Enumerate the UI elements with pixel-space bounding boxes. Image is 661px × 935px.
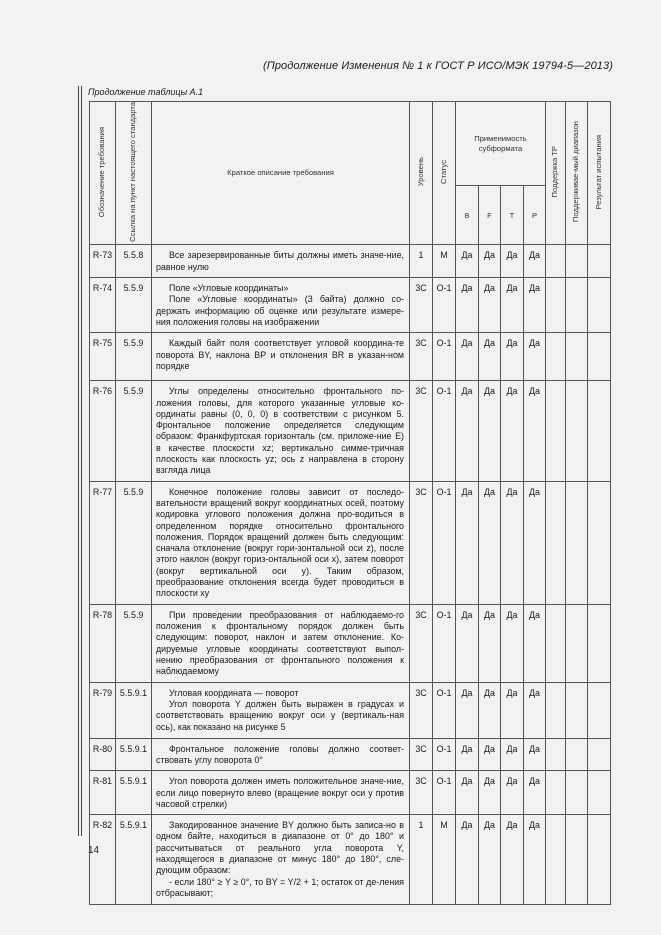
subformat-f: Да xyxy=(479,333,501,381)
subformat-t: Да xyxy=(501,481,524,604)
requirements-table xyxy=(89,101,611,905)
status-value: О-1 xyxy=(433,771,456,815)
subformat-t: Да xyxy=(501,381,524,481)
range-cell xyxy=(566,771,588,815)
subformat-f: Да xyxy=(479,278,501,333)
header-p: P xyxy=(524,186,546,245)
support-cell xyxy=(546,604,566,682)
table-continuation-title: Продолжение таблицы А.1 xyxy=(88,87,204,97)
clause-reference: 5.5.9 xyxy=(116,278,152,333)
subformat-p: Да xyxy=(524,481,546,604)
result-cell xyxy=(588,815,611,905)
level-value: 3С xyxy=(410,604,433,682)
description-paragraph: Поле «Угловые координаты» (3 байта) должно со-держать информацию об оценке или результате измере-ния положения головы на изображении xyxy=(156,294,404,327)
status-value: М xyxy=(433,245,456,278)
level-value: 1 xyxy=(410,815,433,905)
page-number: 14 xyxy=(88,845,100,856)
description-paragraph: Поле «Угловые координаты» xyxy=(169,283,289,294)
clause-reference: 5.5.9 xyxy=(116,381,152,481)
status-value: О-1 xyxy=(433,278,456,333)
header-range: Поддерживае-мый диапазон xyxy=(566,102,588,245)
range-cell xyxy=(566,481,588,604)
clause-reference: 5.5.9.1 xyxy=(116,738,152,771)
range-cell xyxy=(566,738,588,771)
clause-reference: 5.5.9.1 xyxy=(116,815,152,905)
level-value: 3С xyxy=(410,381,433,481)
requirement-description xyxy=(152,682,410,738)
subformat-t: Да xyxy=(501,333,524,381)
requirement-id: R-79 xyxy=(90,682,116,738)
requirement-id: R-74 xyxy=(90,278,116,333)
header-result: Результат испытания xyxy=(588,102,611,245)
level-value: 3С xyxy=(410,771,433,815)
subformat-f: Да xyxy=(479,771,501,815)
support-cell xyxy=(546,815,566,905)
range-cell xyxy=(566,604,588,682)
subformat-b: Да xyxy=(456,815,479,905)
requirement-id: R-76 xyxy=(90,381,116,481)
result-cell xyxy=(588,278,611,333)
subformat-b: Да xyxy=(456,278,479,333)
change-margin-bar xyxy=(78,86,82,836)
requirement-description xyxy=(152,815,410,905)
requirement-description xyxy=(152,771,410,815)
requirement-id: R-73 xyxy=(90,245,116,278)
status-value: О-1 xyxy=(433,333,456,381)
status-value: О-1 xyxy=(433,481,456,604)
support-cell xyxy=(546,481,566,604)
subformat-f: Да xyxy=(479,381,501,481)
table-row xyxy=(90,481,611,604)
requirement-id: R-82 xyxy=(90,815,116,905)
table-row xyxy=(90,738,611,771)
subformat-p: Да xyxy=(524,771,546,815)
subformat-b: Да xyxy=(456,245,479,278)
header-f: F xyxy=(479,186,501,245)
support-cell xyxy=(546,381,566,481)
header-applicability: Применимость субформата xyxy=(456,102,546,186)
description-paragraph: Угол поворота Y должен быть выражен в градусах и соответствовать вращению вокруг оси y (вертикаль-ная ось), как показано на рисунке 5 xyxy=(156,698,404,732)
subformat-f: Да xyxy=(479,481,501,604)
result-cell xyxy=(588,333,611,381)
requirement-description xyxy=(152,481,410,604)
subformat-p: Да xyxy=(524,738,546,771)
subformat-b: Да xyxy=(456,771,479,815)
description-paragraph: Каждый байт поля соответствует угловой координа-те поворота BY, наклона BP и отклонения BR в указан-ном порядке xyxy=(156,338,404,371)
requirement-description xyxy=(152,604,410,682)
subformat-t: Да xyxy=(501,682,524,738)
requirement-description xyxy=(152,333,410,381)
level-value: 1 xyxy=(410,245,433,278)
table-row xyxy=(90,333,611,381)
header-support: Поддержка ТР xyxy=(546,102,566,245)
table-row xyxy=(90,278,611,333)
document-header: (Продолжение Изменения № 1 к ГОСТ Р ИСО/МЭК 19794-5—2013) xyxy=(262,60,613,72)
description-paragraph: Конечное положение головы зависит от последо-вательности вращений вокруг координатных осей, поэтому кодировка углового положения должна про-водиться в определенном порядке относительно фронтального положения. Порядок вращений должен быть следующим: сначала отклонение (вокруг гори-зонтальной оси z), после этого наклон (вокруг гориз-онтальной оси x), затем поворот (вокруг вертикальной оси y). Таким образом, преобразование отклонения всегда будет проводиться в плоскости xy xyxy=(156,486,404,599)
description-paragraph: Угловая координата — поворот xyxy=(169,687,299,698)
subformat-t: Да xyxy=(501,738,524,771)
table-row xyxy=(90,771,611,815)
status-value: О-1 xyxy=(433,381,456,481)
clause-reference: 5.5.9 xyxy=(116,481,152,604)
subformat-b: Да xyxy=(456,604,479,682)
subformat-p: Да xyxy=(524,245,546,278)
header-t: T xyxy=(501,186,524,245)
header-ref: Ссылка на пункт настоящего стандарта xyxy=(116,102,152,245)
subformat-b: Да xyxy=(456,682,479,738)
level-value: 3С xyxy=(410,278,433,333)
subformat-t: Да xyxy=(501,771,524,815)
table-row xyxy=(90,682,611,738)
support-cell xyxy=(546,333,566,381)
subformat-p: Да xyxy=(524,278,546,333)
subformat-t: Да xyxy=(501,245,524,278)
description-paragraph: Закодированное значение BY должно быть записа-но в одном байте, находиться в диапазоне от 0° до 180° и рассчитываться от реального угла поворота Y, находящегося в диапазоне от минус 180° до 180°, сле-дующим образом: xyxy=(156,820,404,876)
header-description: Краткое описание требования xyxy=(152,102,410,245)
subformat-t: Да xyxy=(501,278,524,333)
result-cell xyxy=(588,481,611,604)
requirement-id: R-81 xyxy=(90,771,116,815)
range-cell xyxy=(566,682,588,738)
result-cell xyxy=(588,604,611,682)
support-cell xyxy=(546,682,566,738)
table-row xyxy=(90,815,611,905)
subformat-t: Да xyxy=(501,604,524,682)
description-paragraph: - если 180° ≥ Y ≥ 0°, то BY = Y/2 + 1; остаток от де-ления отбрасывают; xyxy=(156,876,404,898)
header-status: Статус xyxy=(433,102,456,245)
description-paragraph: Все зарезервированные биты должны иметь значе-ние, равное нулю xyxy=(156,250,404,272)
subformat-b: Да xyxy=(456,481,479,604)
requirement-id: R-77 xyxy=(90,481,116,604)
subformat-p: Да xyxy=(524,333,546,381)
table-row xyxy=(90,604,611,682)
range-cell xyxy=(566,245,588,278)
range-cell xyxy=(566,815,588,905)
level-value: 3С xyxy=(410,738,433,771)
subformat-b: Да xyxy=(456,738,479,771)
table-row xyxy=(90,381,611,481)
requirement-description xyxy=(152,381,410,481)
support-cell xyxy=(546,278,566,333)
description-paragraph: Фронтальное положение головы должно соответ-ствовать углу поворота 0° xyxy=(156,743,404,765)
requirement-description xyxy=(152,738,410,771)
description-paragraph: Углы определены относительно фронтального по-ложения головы, для которого указанные угловые ко-ординаты равны (0, 0, 0) в соответствии с рисунком 5. Фронтальное положение определяется следующим образом: Франкфуртская горизонталь (см. приложе-ние E) в качестве плоскости xz; вертикально симме-тричная плоскость как плоскость yz; ось z направлена в сторону взгляда лица xyxy=(156,386,404,476)
table-row xyxy=(90,245,611,278)
header-level: Уровень xyxy=(410,102,433,245)
support-cell xyxy=(546,738,566,771)
support-cell xyxy=(546,245,566,278)
subformat-f: Да xyxy=(479,815,501,905)
subformat-p: Да xyxy=(524,682,546,738)
subformat-f: Да xyxy=(479,245,501,278)
result-cell xyxy=(588,381,611,481)
result-cell xyxy=(588,682,611,738)
range-cell xyxy=(566,278,588,333)
header-b: B xyxy=(456,186,479,245)
description-paragraph: При проведении преобразования от наблюдаемо-го положения к фронтальному порядок должен быть следующим: поворот, наклон и затем отклонение. Ко-дируемые угловые координаты соответствуют выпол-нению преобразования от фронтального положения к наблюдаемому xyxy=(156,609,404,677)
subformat-p: Да xyxy=(524,604,546,682)
clause-reference: 5.5.8 xyxy=(116,245,152,278)
status-value: О-1 xyxy=(433,682,456,738)
subformat-p: Да xyxy=(524,381,546,481)
level-value: 3С xyxy=(410,481,433,604)
subformat-t: Да xyxy=(501,815,524,905)
clause-reference: 5.5.9 xyxy=(116,333,152,381)
requirement-id: R-78 xyxy=(90,604,116,682)
subformat-f: Да xyxy=(479,604,501,682)
status-value: О-1 xyxy=(433,604,456,682)
requirement-id: R-80 xyxy=(90,738,116,771)
status-value: М xyxy=(433,815,456,905)
level-value: 3С xyxy=(410,682,433,738)
support-cell xyxy=(546,771,566,815)
level-value: 3С xyxy=(410,333,433,381)
subformat-f: Да xyxy=(479,738,501,771)
subformat-b: Да xyxy=(456,333,479,381)
result-cell xyxy=(588,771,611,815)
status-value: О-1 xyxy=(433,738,456,771)
clause-reference: 5.5.9 xyxy=(116,604,152,682)
requirement-description xyxy=(152,278,410,333)
subformat-b: Да xyxy=(456,381,479,481)
result-cell xyxy=(588,245,611,278)
requirement-description xyxy=(152,245,410,278)
clause-reference: 5.5.9.1 xyxy=(116,771,152,815)
range-cell xyxy=(566,333,588,381)
result-cell xyxy=(588,738,611,771)
subformat-p: Да xyxy=(524,815,546,905)
subformat-f: Да xyxy=(479,682,501,738)
requirement-id: R-75 xyxy=(90,333,116,381)
range-cell xyxy=(566,381,588,481)
description-paragraph: Угол поворота должен иметь положительное значе-ние, если лицо повернуто влево (вращение вокруг оси y против часовой стрелки) xyxy=(156,776,404,809)
header-id: Обозначение требования xyxy=(90,102,116,245)
clause-reference: 5.5.9.1 xyxy=(116,682,152,738)
